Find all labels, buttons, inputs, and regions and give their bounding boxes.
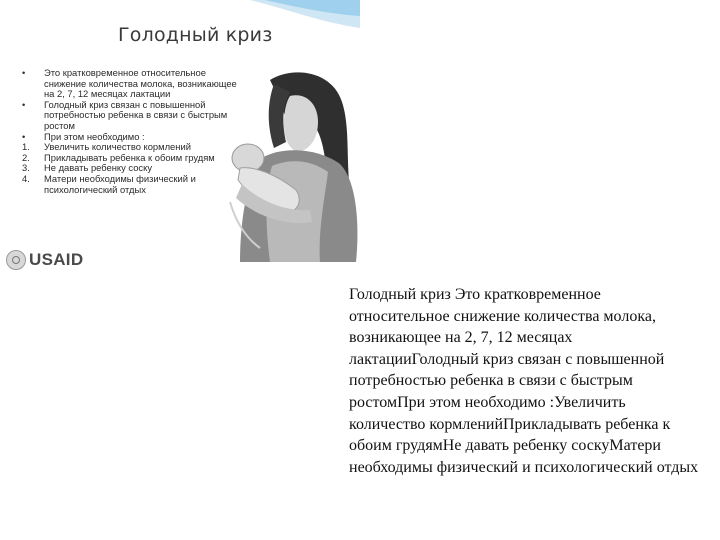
list-item-text: Это кратковременное относительное снижение количества молока, возникающее на 2, 7, 12 месяцах лактации bbox=[44, 67, 237, 100]
bullet-marker: • bbox=[22, 130, 26, 142]
slide-title: Голодный криз bbox=[118, 24, 273, 46]
slide-text-transcript: Голодный криз Это кратковременное относительное снижение количества молока, возникающее на 2, 7, 12 месяцах лактацииГолодный криз связан с повышенной потребностью ребенка в связи с быстрым ростомПри этом необходимо :Увеличить количество кормленийПрикладывать ребенка к обоим грудямНе давать ребенку соскуМатери необходимы физический и психологический отдых bbox=[349, 286, 699, 476]
number-marker: 3. bbox=[22, 162, 30, 174]
number-marker: 4. bbox=[22, 172, 30, 184]
list-item-text: При этом необходимо : bbox=[44, 130, 145, 142]
slide-thumbnail bbox=[0, 0, 360, 275]
list-item-text: Не давать ребенку соску bbox=[44, 162, 153, 174]
list-item-text: Матери необходимы физический и психологический отдых bbox=[44, 172, 196, 195]
list-item-text: Прикладывать ребенка к обоим грудям bbox=[44, 151, 215, 163]
number-marker: 2. bbox=[22, 151, 30, 163]
usaid-seal-icon bbox=[6, 250, 26, 270]
list-item-text: Увеличить количество кормлений bbox=[44, 141, 191, 153]
usaid-logo bbox=[6, 250, 83, 270]
logo-text: USAID bbox=[29, 250, 84, 269]
bullet-marker: • bbox=[22, 98, 26, 110]
list-item-text: Голодный криз связан с повышенной потребностью ребенка в связи с быстрым ростом bbox=[44, 98, 228, 131]
bullet-marker: • bbox=[22, 67, 26, 78]
number-marker: 1. bbox=[22, 141, 30, 153]
breastfeeding-illustration bbox=[200, 62, 360, 262]
